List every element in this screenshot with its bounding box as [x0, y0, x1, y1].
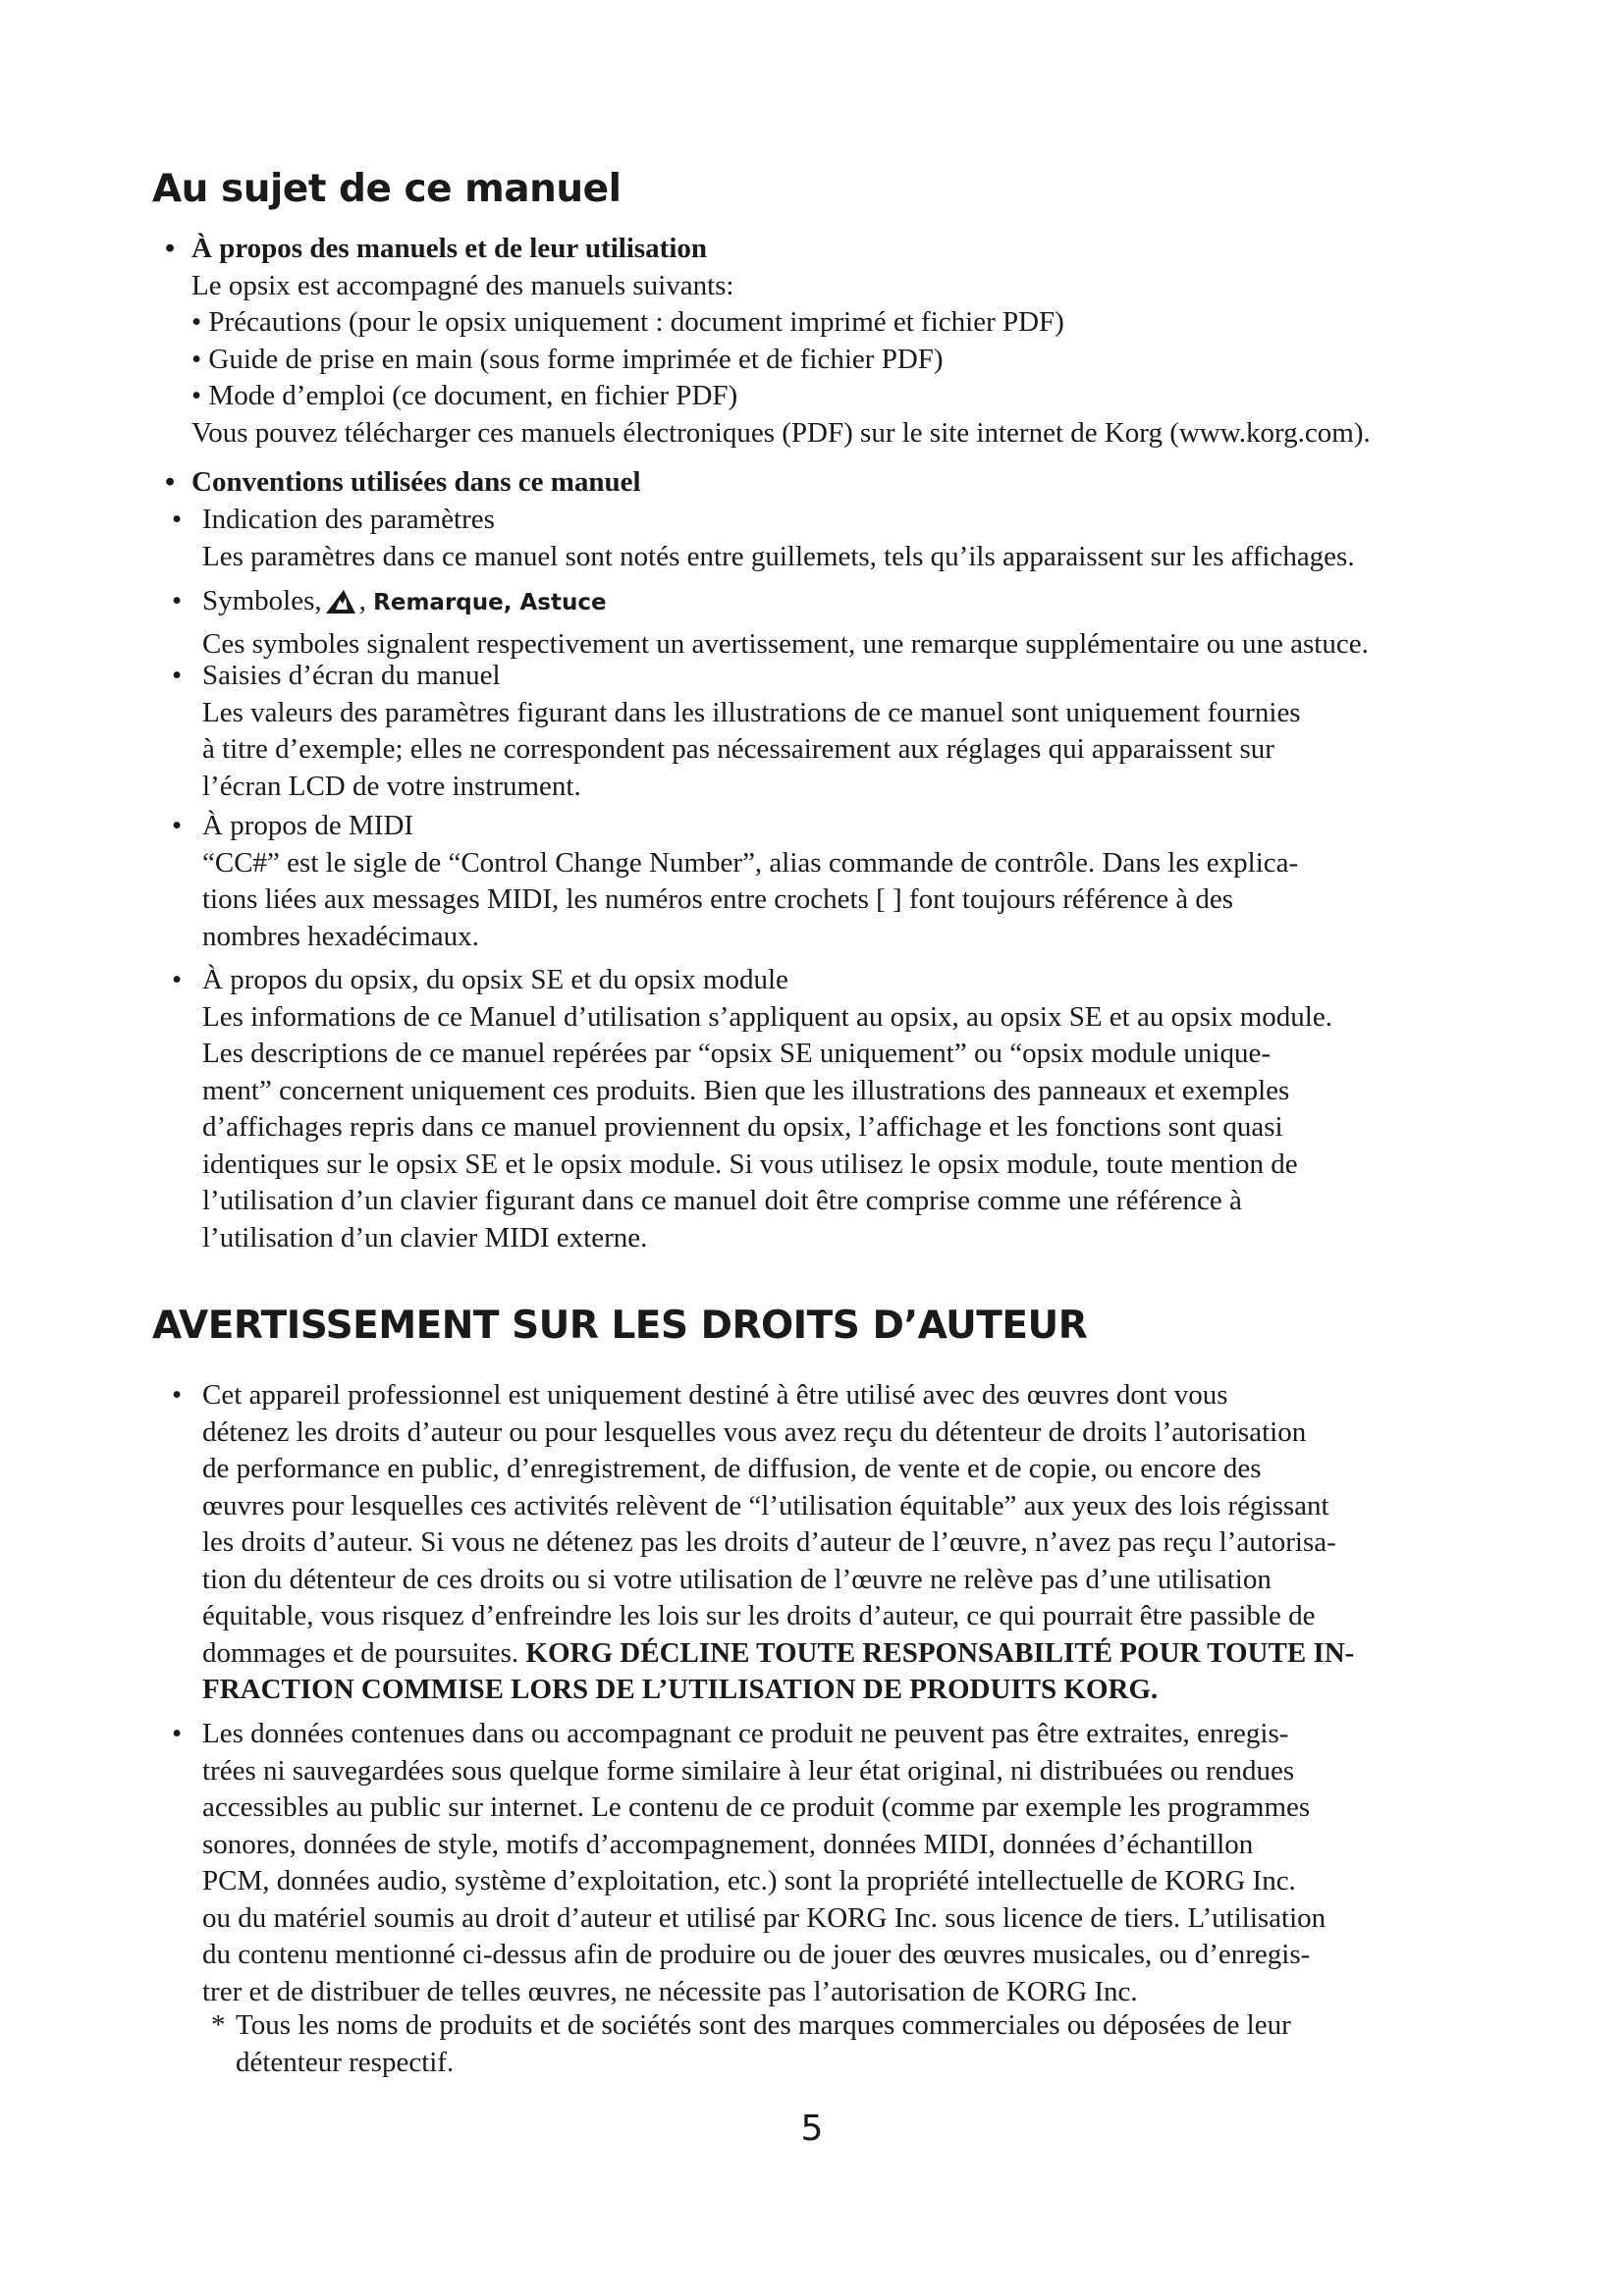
params-title: Indication des paramètres [202, 504, 495, 535]
conventions-section [191, 464, 641, 502]
paragraph-line: de performance en public, d’enregistrement, de diffusion, de vente et de copie, ou encore des [202, 1453, 1262, 1484]
screens-title: Saisies d’écran du manuel [202, 660, 501, 691]
paragraph-line: Cet appareil professionnel est uniquement destiné à être utilisé avec des œuvres dont vous [202, 1379, 1228, 1411]
paragraph-line: trées ni sauvegardées sous quelque forme similaire à leur état original, ni distribuées ou rendues [202, 1754, 1295, 1787]
midi-title: À propos de MIDI [202, 810, 414, 841]
footnote-line: Tous les noms de produits et de sociétés sont des marques commerciales ou déposées de leur [236, 2009, 1291, 2041]
bullet: • [172, 1718, 183, 1749]
paragraph-line: équitable, vous risquez d’enfreindre les lois sur les droits d’auteur, ce qui pourrait être passible de [202, 1600, 1316, 1631]
footnote-asterisk: * [211, 2009, 226, 2041]
midi-text-line: tions liées aux messages MIDI, les numéros entre crochets [ ] font toujours référence à des [202, 883, 1234, 915]
paragraph-line: tion du détenteur de ces droits ou si votre utilisation de l’œuvre ne relève pas d’une utilisation [202, 1563, 1272, 1595]
list-item: • Guide de prise en main (sous forme imprimée et de fichier PDF) [191, 343, 944, 375]
manuals-section [191, 231, 1371, 452]
midi-item [202, 808, 1298, 955]
screens-text-line: l’écran LCD de votre instrument. [202, 770, 581, 802]
section-title-about-manual: Au sujet de ce manuel [152, 167, 622, 211]
models-text-line: Les descriptions de ce manuel repérées par “opsix SE uniquement” ou “opsix module unique- [202, 1038, 1271, 1069]
symbols-comma: , [358, 585, 366, 616]
bullet: • [165, 466, 176, 498]
paragraph-text: dommages et de poursuites. [202, 1636, 526, 1669]
screens-text-line: à titre d’exemple; elles ne correspondent pas nécessairement aux réglages qui apparaissent sur [202, 733, 1274, 765]
copyright-paragraph-1 [202, 1377, 1354, 1709]
paragraph-line: ou du matériel soumis au droit d’auteur et utilisé par KORG Inc. sous licence de tiers. L’utilisation [202, 1901, 1326, 1934]
bullet: • [172, 964, 183, 995]
paragraph-line: accessibles au public sur internet. Le contenu de ce produit (comme par exemple les programmes [202, 1791, 1311, 1823]
bullet: • [172, 660, 183, 691]
paragraph-line: PCM, données audio, système d’exploitation, etc.) sont la propriété intellectuelle de KORG Inc. [202, 1865, 1296, 1896]
paragraph-line: sonores, données de style, motifs d’accompagnement, données MIDI, données d’échantillon [202, 1828, 1254, 1860]
models-text-line: l’utilisation d’un clavier MIDI externe. [202, 1221, 648, 1254]
manuals-intro: Le opsix est accompagné des manuels suivants: [191, 269, 734, 301]
models-text-line: l’utilisation d’un clavier figurant dans ce manuel doit être comprise comme une référence à [202, 1185, 1242, 1216]
models-item [202, 962, 1332, 1256]
bullet: • [172, 504, 183, 535]
bullet: • [172, 585, 183, 616]
symbols-title: Symboles, [202, 585, 322, 616]
screens-item [202, 658, 1301, 805]
symbols-item [202, 583, 1369, 663]
models-text-line: identiques sur le opsix SE et le opsix module. Si vous utilisez le opsix module, toute mention de [202, 1148, 1298, 1180]
symbols-title-line [202, 583, 1369, 626]
midi-text-line: “CC#” est le sigle de “Control Change Number”, alias commande de contrôle. Dans les explica- [202, 846, 1299, 879]
symbols-text: Ces symboles signalent respectivement un avertissement, une remarque supplémentaire ou une astuce. [202, 627, 1369, 660]
footnote-line: détenteur respectif. [236, 2046, 455, 2078]
disclaimer-bold-text: KORG DÉCLINE TOUTE RESPONSABILITÉ POUR TOUTE IN- [525, 1636, 1355, 1669]
paragraph-line: détenez les droits d’auteur ou pour lesquelles vous avez reçu du détenteur de droits l’autorisation [202, 1415, 1307, 1448]
screens-text-line: Les valeurs des paramètres figurant dans les illustrations de ce manuel sont uniquement fournies [202, 696, 1301, 728]
params-item [202, 502, 1355, 575]
paragraph-line: du contenu mentionné ci-dessus afin de produire ou de jouer des œuvres musicales, ou d’enregis- [202, 1939, 1311, 1970]
symbols-labels: Remarque, Astuce [373, 590, 607, 615]
paragraph-line-mixed [202, 1635, 1354, 1673]
paragraph-line: Les données contenues dans ou accompagnant ce produit ne peuvent pas être extraites, enregis- [202, 1718, 1289, 1749]
bullet: • [165, 233, 176, 264]
list-item: • Mode d’emploi (ce document, en fichier PDF) [191, 380, 738, 411]
models-text-line: d’affichages repris dans ce manuel proviennent du opsix, l’affichage et les fonctions sont quasi [202, 1111, 1283, 1143]
warning-hand-icon [324, 588, 357, 626]
params-text: Les paramètres dans ce manuel sont notés entre guillemets, tels qu’ils apparaissent sur les affichages. [202, 540, 1355, 572]
manuals-download-note: Vous pouvez télécharger ces manuels électroniques (PDF) sur le site internet de Korg (www.korg.com). [191, 416, 1371, 449]
disclaimer-bold-text: FRACTION COMMISE LORS DE L’UTILISATION DE PRODUITS KORG. [202, 1674, 1159, 1705]
models-text-line: ment” concernent uniquement ces produits. Bien que les illustrations des panneaux et exemples [202, 1074, 1290, 1106]
page-number: 5 [800, 2109, 824, 2149]
midi-text-line: nombres hexadécimaux. [202, 920, 479, 952]
paragraph-line: œuvres pour lesquelles ces activités relèvent de “l’utilisation équitable” aux yeux des lois régissant [202, 1489, 1329, 1522]
section-title-copyright: AVERTISSEMENT SUR LES DROITS D’AUTEUR [152, 1304, 1088, 1348]
footnote [236, 2007, 1291, 2081]
models-title: À propos du opsix, du opsix SE et du opsix module [202, 964, 788, 995]
manuals-heading: À propos des manuels et de leur utilisation [191, 233, 708, 264]
models-text-line: Les informations de ce Manuel d’utilisation s’appliquent au opsix, au opsix SE et au opsix module. [202, 1000, 1332, 1033]
copyright-paragraph-2 [202, 1716, 1326, 2010]
paragraph-line: les droits d’auteur. Si vous ne détenez pas les droits d’auteur de l’œuvre, n’avez pas reçu l’autorisa- [202, 1526, 1336, 1558]
bullet: • [172, 1379, 183, 1411]
paragraph-line: trer et de distribuer de telles œuvres, ne nécessite pas l’autorisation de KORG Inc. [202, 1975, 1138, 2007]
bullet: • [172, 810, 183, 841]
conventions-heading: Conventions utilisées dans ce manuel [191, 466, 641, 498]
list-item: • Précautions (pour le opsix uniquement : document imprimé et fichier PDF) [191, 306, 1064, 338]
